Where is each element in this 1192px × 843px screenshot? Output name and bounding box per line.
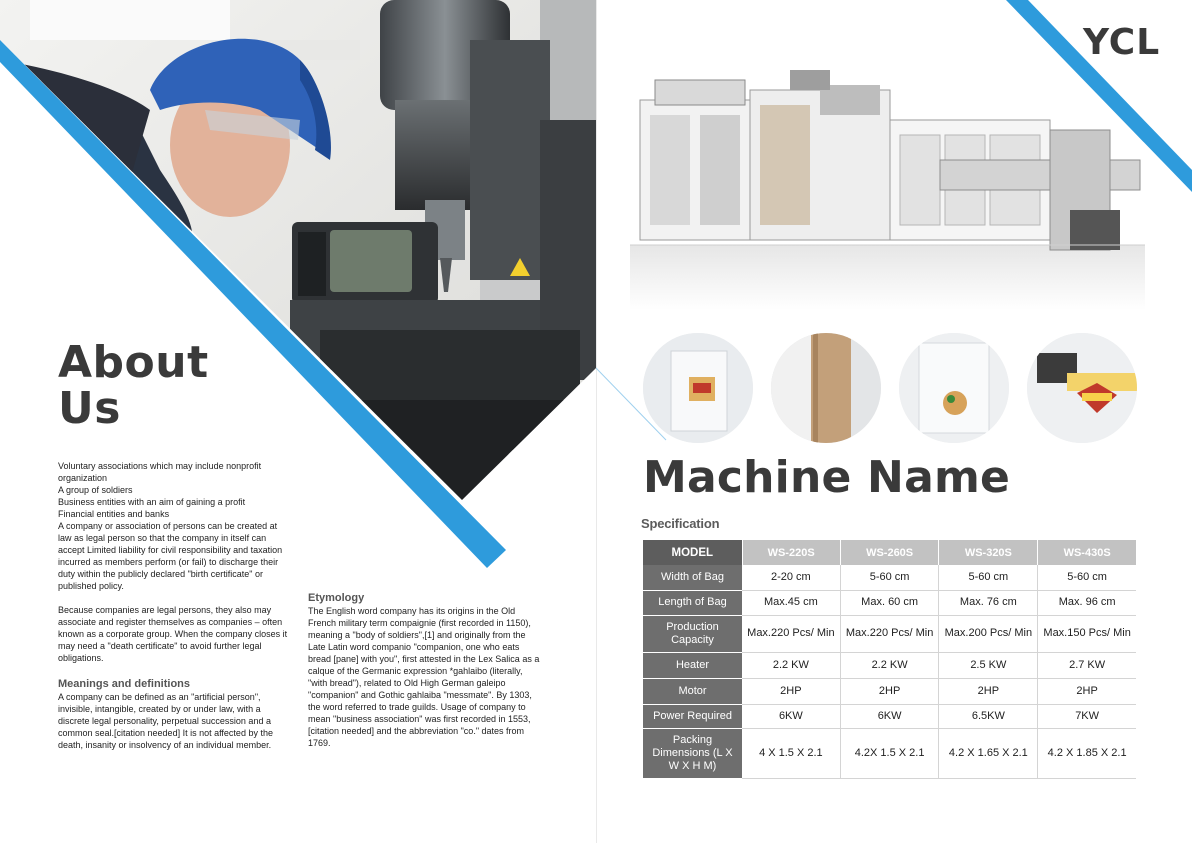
table-row bbox=[643, 615, 1136, 652]
intro-line: A group of soldiers bbox=[58, 485, 133, 495]
table-cell: 2.2 KW bbox=[840, 652, 939, 678]
sample-bag-photo-3 bbox=[899, 333, 1009, 443]
etymology-heading: Etymology bbox=[308, 592, 365, 604]
table-cell: 2HP bbox=[840, 678, 939, 704]
row-label: Power Required bbox=[643, 704, 742, 728]
table-cell: Max.200 Pcs/ Min bbox=[939, 615, 1038, 652]
table-cell: 5-60 cm bbox=[939, 565, 1038, 590]
corporate-group-paragraph: Because companies are legal persons, they also may associate and register themselves as companies – often known as a corporate group. When the company closes it may need a "death certificate" to avoid further legal obligations. bbox=[58, 605, 288, 663]
model-column-header: WS-430S bbox=[1038, 540, 1136, 565]
table-row bbox=[643, 678, 1136, 704]
spec-header-row bbox=[643, 540, 1136, 565]
row-label: Packing Dimensions (L X W X H M) bbox=[643, 728, 742, 778]
table-cell: 2HP bbox=[939, 678, 1038, 704]
table-cell: 2HP bbox=[1038, 678, 1136, 704]
about-left-column bbox=[58, 460, 292, 751]
intro-line: A company or association of persons can be created at law as legal person so that the company in itself can accept Limited liability for civil responsibility and taxation incurred as members perform (or fail) to discharge their duty within the publicly declared "birth certificate" or published policy. bbox=[58, 521, 283, 591]
table-row bbox=[643, 728, 1136, 778]
table-row bbox=[643, 704, 1136, 728]
table-cell: 4.2 X 1.85 X 2.1 bbox=[1038, 728, 1136, 778]
brand-logo: YCL bbox=[1083, 22, 1161, 63]
table-cell: 2-20 cm bbox=[742, 565, 840, 590]
table-cell: Max.45 cm bbox=[742, 590, 840, 615]
table-cell: Max. 96 cm bbox=[1038, 590, 1136, 615]
machine-name-heading: Machine Name bbox=[643, 452, 1011, 503]
about-title-line1: About bbox=[58, 337, 209, 388]
meanings-heading: Meanings and definitions bbox=[58, 678, 191, 690]
product-sample-circles bbox=[643, 333, 1137, 445]
sample-bag-photo-1 bbox=[643, 333, 753, 443]
model-column-header: WS-320S bbox=[939, 540, 1038, 565]
row-label: Length of Bag bbox=[643, 590, 742, 615]
table-cell: 5-60 cm bbox=[840, 565, 939, 590]
table-cell: 6KW bbox=[840, 704, 939, 728]
about-title-line2: Us bbox=[58, 383, 121, 434]
specification-label: Specification bbox=[641, 516, 720, 531]
table-cell: Max. 76 cm bbox=[939, 590, 1038, 615]
etymology-column bbox=[308, 592, 540, 749]
specification-table bbox=[643, 540, 1136, 779]
table-row bbox=[643, 565, 1136, 590]
row-label: Width of Bag bbox=[643, 565, 742, 590]
table-cell: Max. 60 cm bbox=[840, 590, 939, 615]
intro-line: Financial entities and banks bbox=[58, 509, 170, 519]
sample-bag-photo-2 bbox=[771, 333, 881, 443]
row-label: Production Capacity bbox=[643, 615, 742, 652]
intro-line: Voluntary associations which may include nonprofit organization bbox=[58, 461, 262, 483]
model-column-header: WS-220S bbox=[742, 540, 840, 565]
sample-bag-photo-4 bbox=[1027, 333, 1137, 443]
table-cell: 4 X 1.5 X 2.1 bbox=[742, 728, 840, 778]
table-cell: 2.7 KW bbox=[1038, 652, 1136, 678]
table-cell: 6.5KW bbox=[939, 704, 1038, 728]
about-us-heading bbox=[58, 337, 209, 434]
row-label: Motor bbox=[643, 678, 742, 704]
table-cell: 2HP bbox=[742, 678, 840, 704]
table-cell: Max.220 Pcs/ Min bbox=[742, 615, 840, 652]
meanings-paragraph: A company can be defined as an "artificial person", invisible, intangible, created by or under law, with a discrete legal personality, perpetual succession and a common seal.[citation needed] It is not affected by the death, insanity or insolvency of an individual member. bbox=[58, 692, 273, 750]
table-cell: 2.2 KW bbox=[742, 652, 840, 678]
etymology-paragraph: The English word company has its origins in the Old French military term compaignie (first recorded in 1150), meaning a "body of soldiers",[1] and originally from the Late Latin word companio "companion, one who eats bread [pane] with you", first attested in the Lex Salica as a calque of the Germanic expression *gahlaibo (literally, "with bread"), related to Old High German galeipo "companion" and Gothic gahlaiba "messmate". By 1303, the word referred to trade guilds. Usage of company to mean "business association" was first recorded in 1553,[citation needed] and the abbreviation "co." dates from 1769. bbox=[308, 606, 540, 748]
table-cell: Max.220 Pcs/ Min bbox=[840, 615, 939, 652]
row-label: Heater bbox=[643, 652, 742, 678]
table-cell: Max.150 Pcs/ Min bbox=[1038, 615, 1136, 652]
table-cell: 2.5 KW bbox=[939, 652, 1038, 678]
intro-line: Business entities with an aim of gaining a profit bbox=[58, 497, 246, 507]
bag-making-machine-photo bbox=[630, 60, 1145, 310]
table-cell: 4.2X 1.5 X 2.1 bbox=[840, 728, 939, 778]
table-cell: 6KW bbox=[742, 704, 840, 728]
table-row bbox=[643, 652, 1136, 678]
table-cell: 5-60 cm bbox=[1038, 565, 1136, 590]
table-cell: 7KW bbox=[1038, 704, 1136, 728]
model-header: MODEL bbox=[643, 540, 742, 565]
table-row bbox=[643, 590, 1136, 615]
model-column-header: WS-260S bbox=[840, 540, 939, 565]
table-cell: 4.2 X 1.65 X 2.1 bbox=[939, 728, 1038, 778]
